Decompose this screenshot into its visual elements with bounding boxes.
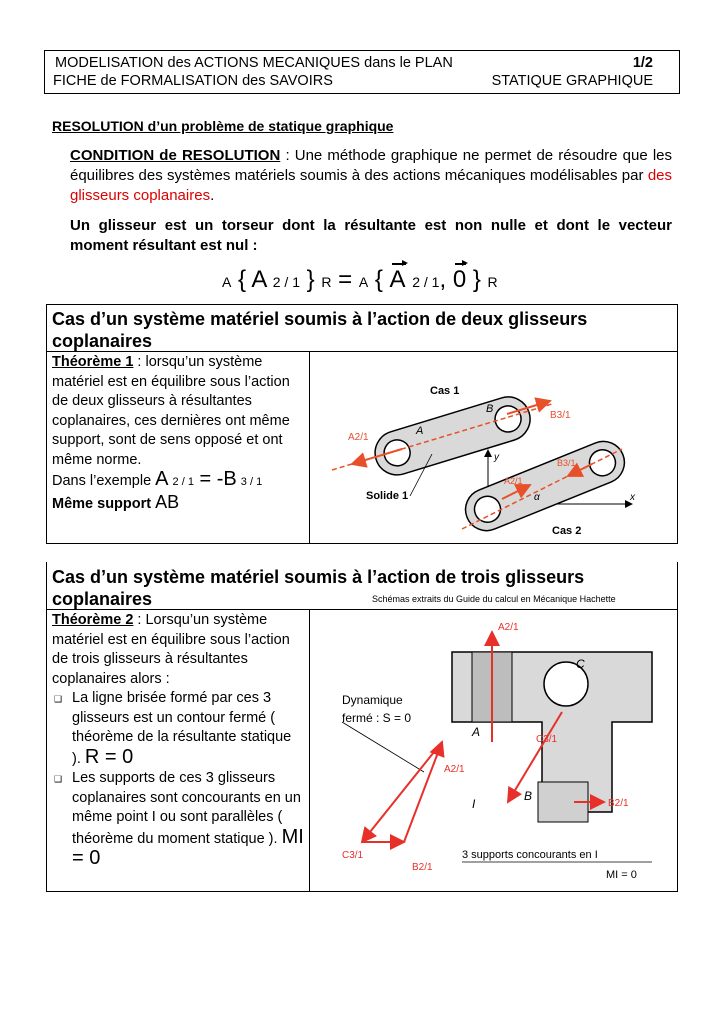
point-a: A (472, 725, 481, 739)
theorem1-label: Théorème 1 (52, 354, 134, 370)
condition-label: CONDITION de RESOLUTION (70, 147, 281, 164)
formula-idx-2: 2 / 1 (412, 274, 440, 290)
case2-theorem (52, 611, 304, 871)
cas2-a21-label: A2/1 (504, 476, 523, 486)
alpha-label: α (534, 492, 540, 503)
example-eq: = - (193, 468, 224, 490)
dynamique-label: Dynamique (342, 693, 403, 707)
bullet2-text: Les supports de ces 3 glisseurs coplanaires sont concourants en un même point I ou sont parallèles ( théorème du moment statique ). (72, 770, 301, 847)
figure-credit: Schémas extraits du Guide du calcul en Mécanique Hachette (372, 594, 616, 604)
formula-sub-a: A (222, 274, 232, 290)
example-a-idx: 2 / 1 (172, 476, 194, 488)
header-box (44, 50, 680, 94)
glisseur-definition: Un glisseur est un torseur dont la résultante est non nulle et dont le vecteur moment résultant est nul : (70, 217, 672, 254)
formula-sub-r: R (321, 274, 332, 290)
header-title-1: MODELISATION des ACTIONS MECANIQUES dans le PLAN (55, 55, 453, 71)
section-title: RESOLUTION d’un problème de statique graphique (52, 118, 394, 134)
dynamique-leader (342, 722, 424, 772)
case2-figure (312, 612, 676, 890)
cas2-label: Cas 2 (552, 525, 582, 537)
formula-vec-a: A (389, 266, 406, 293)
condition-end: . (210, 187, 215, 204)
tri-c31-label: C3/1 (342, 850, 364, 861)
a21-label: A2/1 (348, 432, 369, 443)
cas2-b31-label: B3/1 (557, 458, 576, 468)
example-b-idx: 3 / 1 (240, 476, 263, 488)
theorem2-label: Théorème 2 (52, 612, 134, 628)
header-subject: STATIQUE GRAPHIQUE (491, 73, 653, 89)
case1-figure (312, 354, 676, 542)
x-label: x (630, 492, 635, 503)
formula-idx: 2 / 1 (272, 274, 300, 290)
b31-label: B3/1 (550, 410, 571, 421)
point-b-label: B (486, 403, 494, 415)
formula-brace-close-2: } (472, 266, 481, 293)
formula-vec-zero: 0 (452, 266, 467, 293)
condition-paragraph (70, 146, 672, 206)
triangle-c31 (362, 742, 442, 842)
condition-text: : Une méthode graphique ne permet de résoudre que les équilibres des systèmes matériels soumis à des actions mécaniques modélisables par (70, 147, 672, 184)
cas2-link (459, 435, 631, 537)
theorem1-text: : lorsqu’un système matériel est en équilibre sous l’action de deux glisseurs à résultantes coplanaires, ces dernières ont même support, sont de sens opposé et ont même norme. (52, 354, 290, 468)
tri-a21-label: A2/1 (444, 764, 465, 775)
case1-col-divider (309, 351, 310, 544)
case1-title: Cas d’un système matériel soumis à l’action de deux glisseurs coplanaires (52, 309, 588, 351)
example-b: B (223, 468, 237, 490)
same-support-label: Même support (52, 495, 152, 512)
fig2-a21-label: A2/1 (498, 622, 519, 633)
same-support-value: AB (155, 491, 180, 512)
tri-b21-label: B2/1 (412, 862, 433, 873)
y-label: y (494, 452, 499, 463)
bullet2-eq: MI = 0 (72, 825, 304, 869)
bullet-resultante (52, 689, 304, 769)
point-c: C (576, 657, 585, 671)
bullet1-text: La ligne brisée formé par ces 3 glisseurs est un contour fermé ( théorème de la résultante statique ). (72, 690, 292, 767)
concourants-label: 3 supports concourants en I (462, 849, 598, 861)
fig2-b21-label: B2/1 (608, 798, 629, 809)
case1-example (52, 470, 304, 493)
bullet-moment (52, 769, 304, 871)
example-prefix: Dans l’exemple (52, 473, 156, 489)
formula-equals: = (338, 266, 353, 293)
case1-theorem (52, 353, 304, 514)
theorem2-text: : Lorsqu’un système matériel est en équilibre sous l’action de trois glisseurs à résultantes coplanaires alors : (52, 612, 290, 687)
triangle-a21 (404, 742, 442, 842)
point-i: I (472, 797, 476, 811)
mi-label: MI = 0 (606, 869, 637, 881)
formula-brace: { (238, 266, 247, 293)
fig2-c31-label: C3/1 (536, 734, 558, 745)
case2-title: Cas d’un système matériel soumis à l’action de trois glisseurs coplanaires (52, 567, 585, 609)
header-page: 1/2 (632, 55, 653, 71)
formula-brace-2: { (374, 266, 383, 293)
formula-a: A (251, 266, 267, 293)
formula-sub-a2: A (358, 274, 369, 290)
ferme-label: fermé : S = 0 (342, 711, 412, 725)
solide-label: Solide 1 (366, 490, 409, 502)
header-title-2: FICHE de FORMALISATION des SAVOIRS (53, 73, 333, 89)
condition-highlight: des glisseurs coplanaires (70, 167, 672, 204)
cas1-link (370, 391, 536, 480)
bullet1-eq: R = 0 (84, 745, 134, 768)
formula-sub-r2: R (487, 274, 498, 290)
formula-comma: , (439, 266, 447, 293)
torseur-formula (222, 266, 498, 294)
same-support (52, 493, 304, 515)
case2-col-divider (309, 609, 310, 892)
example-a: A (155, 468, 169, 490)
theorem2-bullets (52, 689, 304, 871)
point-a-label: A (416, 425, 424, 437)
cas1-label: Cas 1 (430, 385, 460, 397)
point-b: B (524, 789, 533, 803)
formula-brace-close: } (306, 266, 315, 293)
